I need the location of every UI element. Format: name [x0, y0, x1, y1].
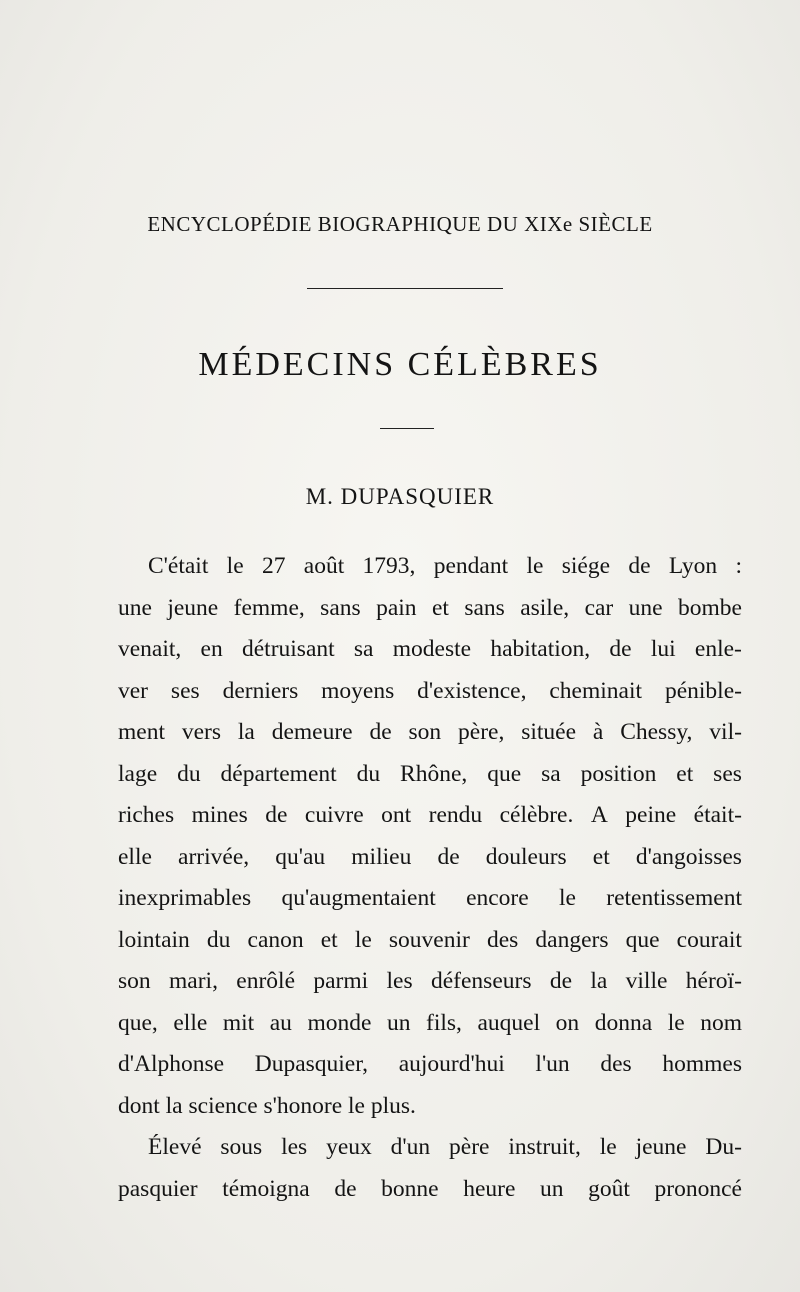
text-line: ver ses derniers moyens d'existence, cheminait pénible- [118, 677, 742, 704]
text-line: une jeune femme, sans pain et sans asile, car une bombe [118, 594, 742, 621]
text-line: elle arrivée, qu'au milieu de douleurs et d'angoisses [118, 843, 742, 870]
text-line: venait, en détruisant sa modeste habitation, de lui enle- [118, 636, 742, 662]
text-line: que, elle mit au monde un fils, auquel on donna le nom [118, 1009, 742, 1036]
text-line: C'était le 27 août 1793, pendant le siége de Lyon : [148, 553, 742, 579]
text-line: son mari, enrôlé parmi les défenseurs de la ville héroï- [118, 968, 742, 994]
text-line: lage du département du Rhône, que sa position et ses [118, 760, 742, 787]
text-line: Élevé sous les yeux d'un père instruit, le jeune Du- [148, 1134, 742, 1160]
text-line: lointain du canon et le souvenir des dangers que courait [118, 926, 742, 953]
text-line: pasquier témoigna de bonne heure un goût prononcé [118, 1175, 742, 1202]
text-line: riches mines de cuivre ont rendu célèbre. A peine était- [118, 802, 742, 828]
text-line: ment vers la demeure de son père, située à Chessy, vil- [118, 719, 742, 745]
body-text [118, 546, 742, 1210]
text-line: d'Alphonse Dupasquier, aujourd'hui l'un des hommes [118, 1051, 742, 1077]
running-header: ENCYCLOPÉDIE BIOGRAPHIQUE DU XIXe SIÈCLE [147, 212, 653, 236]
text-line: inexprimables qu'augmentaient encore le retentissement [118, 885, 742, 911]
section-subtitle: M. DUPASQUIER [305, 484, 495, 509]
text-line: dont la science s'honore le plus. [118, 1092, 416, 1119]
page-title: MÉDECINS CÉLÈBRES [198, 346, 602, 383]
header-rule [307, 288, 503, 289]
title-rule [380, 428, 434, 429]
